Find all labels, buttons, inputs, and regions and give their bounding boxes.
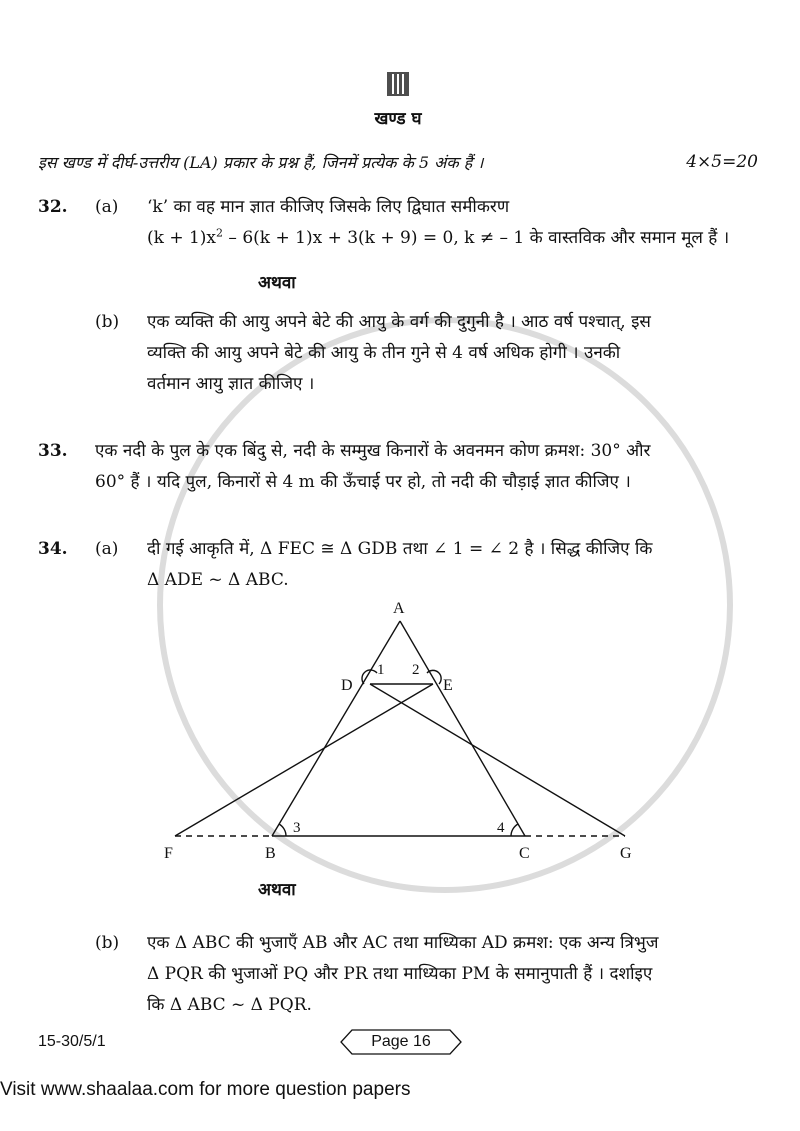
q34-b-line: एक Δ ABC की भुजाएँ AB और AC तथा माध्यिका AD क्रमश: एक अन्य त्रिभुज xyxy=(147,933,659,953)
q34-a xyxy=(38,534,758,596)
point-b: B xyxy=(265,845,276,862)
angle-label-4: 4 xyxy=(497,820,505,836)
instructions: इस खण्ड में दीर्घ-उत्तरीय (LA) प्रकार के प्रश्न हैं, जिनमें प्रत्येक के 5 अंक हैं । xyxy=(38,153,484,172)
q32-number: 32. xyxy=(38,197,68,217)
q34-b xyxy=(38,928,758,1021)
q32-a-line1: ‘k’ का वह मान ज्ञात कीजिए जिसके लिए द्विघात समीकरण xyxy=(147,197,510,217)
angle-arc-4 xyxy=(511,824,518,836)
q34-number: 34. xyxy=(38,539,68,559)
q34-b-line: कि Δ ABC ~ Δ PQR. xyxy=(147,995,312,1015)
q32-b-text xyxy=(147,307,758,400)
q32-a-text xyxy=(147,192,758,254)
q32-a-label: (a) xyxy=(95,197,119,217)
q34-b-line: Δ PQR की भुजाओं PQ और PR तथा माध्यिका PM के समानुपाती हैं । दर्शाइए xyxy=(147,964,653,984)
section-title: खण्ड घ xyxy=(374,109,422,129)
point-a: A xyxy=(393,600,405,617)
q32-b-line: व्यक्ति की आयु अपने बेटे की आयु के तीन गुने से 4 वर्ष अधिक होगी । उनकी xyxy=(147,343,621,363)
instructions-row xyxy=(38,147,758,178)
visit-link[interactable]: Visit www.shaalaa.com for more question papers xyxy=(0,1079,411,1100)
point-e: E xyxy=(443,677,453,694)
footer xyxy=(38,1029,758,1063)
angle-label-2: 2 xyxy=(412,662,420,678)
q33 xyxy=(38,436,758,498)
q33-line: एक नदी के पुल के एक बिंदु से, नदी के सम्मुख किनारों के अवनमन कोण क्रमश: 30° और xyxy=(95,441,651,461)
q33-number: 33. xyxy=(38,441,68,461)
angle-label-3: 3 xyxy=(293,820,301,836)
line-ac xyxy=(400,621,525,836)
q33-line: 60° हैं । यदि पुल, किनारों से 4 m की ऊँचाई पर हो, तो नदी की चौड़ाई ज्ञात कीजिए । xyxy=(95,472,631,492)
equation-exponent: 2 xyxy=(216,226,224,240)
q34-a-line: Δ ADE ~ Δ ABC. xyxy=(147,570,289,590)
page-number: Page 16 xyxy=(371,1033,431,1050)
line-gd xyxy=(370,684,625,836)
q32-a xyxy=(38,192,758,254)
angle-arc-3 xyxy=(279,824,286,836)
point-f: F xyxy=(164,845,173,862)
line-fe xyxy=(175,684,433,836)
geometry-figure xyxy=(0,596,800,871)
qr-code xyxy=(387,72,409,96)
line-ab xyxy=(272,621,400,836)
q34-b-text xyxy=(147,928,758,1021)
q32-a-line2 xyxy=(147,223,758,254)
q34-or: अथवा xyxy=(258,880,296,900)
q34-b-label: (b) xyxy=(95,933,120,953)
angle-label-1: 1 xyxy=(377,662,385,678)
q34-a-text xyxy=(147,534,758,596)
q34-a-line: दी गई आकृति में, Δ FEC ≅ Δ GDB तथा ∠ 1 = ∠ 2 है । सिद्ध कीजिए कि xyxy=(147,539,653,559)
paper-code: 15-30/5/1 xyxy=(38,1033,106,1050)
point-g: G xyxy=(620,845,632,862)
q32-b-line: एक व्यक्ति की आयु अपने बेटे की आयु के वर्ग की दुगुनी है । आठ वर्ष पश्चात्, इस xyxy=(147,312,651,332)
q34-a-label: (a) xyxy=(95,539,119,559)
point-d: D xyxy=(341,677,353,694)
q32-b-line: वर्तमान आयु ज्ञात कीजिए । xyxy=(147,374,315,394)
q33-text xyxy=(95,436,758,498)
point-c: C xyxy=(519,845,530,862)
equation-post: – 6(k + 1)x + 3(k + 9) = 0, k ≠ – 1 के वास्तविक और समान मूल हैं । xyxy=(223,228,730,248)
q32-b xyxy=(38,307,758,400)
equation-pre: (k + 1)x xyxy=(147,228,217,248)
marks: 4×5=20 xyxy=(686,152,758,172)
q32-b-label: (b) xyxy=(95,312,120,332)
q32-or: अथवा xyxy=(258,273,296,293)
